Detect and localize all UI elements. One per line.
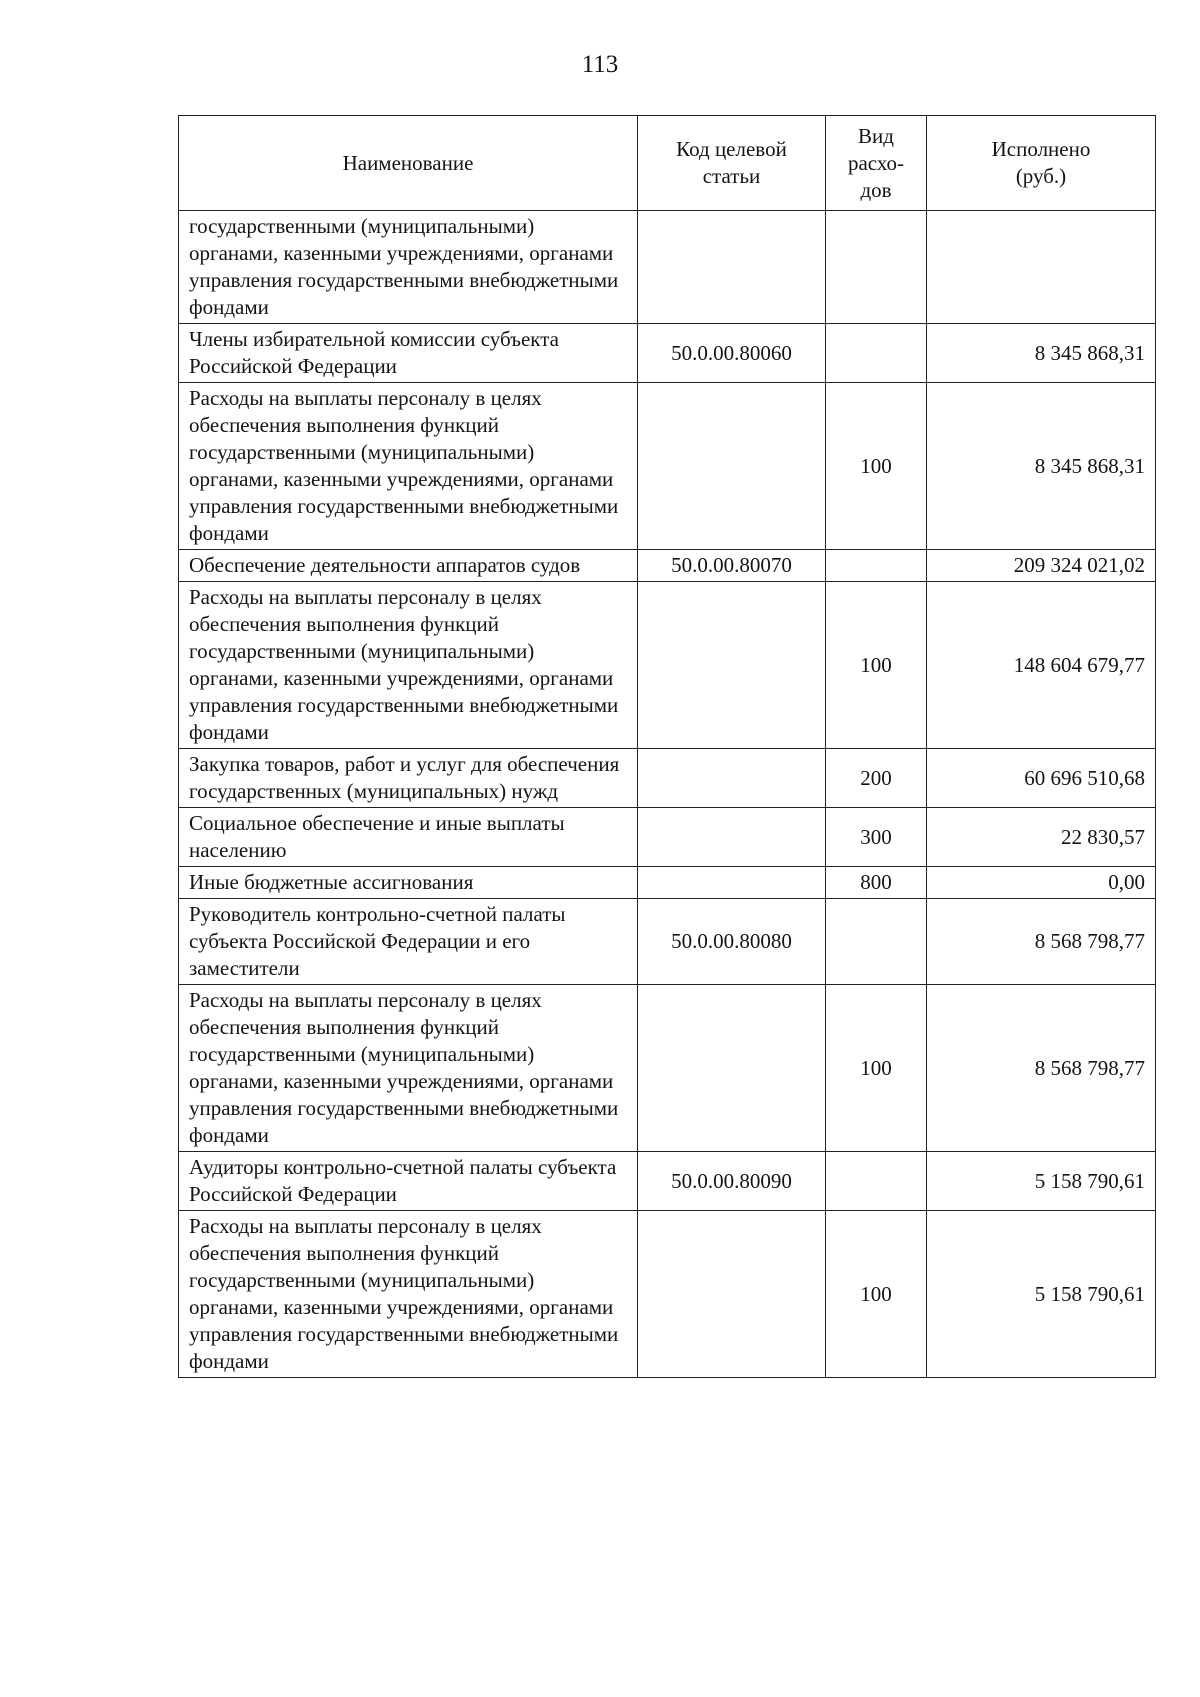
row-code: 50.0.00.80070 <box>638 550 826 582</box>
row-name: Расходы на выплаты персоналу в целях обеспечения выполнения функций государственными (муниципальными) органами, казенными учреждениями, органами управления государственными внебюджетными фондами <box>179 985 638 1152</box>
table-row <box>179 749 1156 808</box>
table-row <box>179 867 1156 899</box>
row-sum: 8 568 798,77 <box>927 899 1156 985</box>
row-code: 50.0.00.80090 <box>638 1152 826 1211</box>
row-sum: 60 696 510,68 <box>927 749 1156 808</box>
header-code: Код целевой статьи <box>638 116 826 211</box>
row-sum: 8 345 868,31 <box>927 324 1156 383</box>
row-type: 800 <box>826 867 927 899</box>
row-sum: 148 604 679,77 <box>927 582 1156 749</box>
row-name: Члены избирательной комиссии субъекта Российской Федерации <box>179 324 638 383</box>
row-name: Иные бюджетные ассигнования <box>179 867 638 899</box>
header-type: Вид расхо- дов <box>826 116 927 211</box>
table-row <box>179 582 1156 749</box>
row-name: Расходы на выплаты персоналу в целях обеспечения выполнения функций государственными (муниципальными) органами, казенными учреждениями, органами управления государственными внебюджетными фондами <box>179 383 638 550</box>
table-row <box>179 985 1156 1152</box>
row-code <box>638 1211 826 1378</box>
row-name: Обеспечение деятельности аппаратов судов <box>179 550 638 582</box>
row-type <box>826 211 927 324</box>
row-type: 100 <box>826 985 927 1152</box>
row-type: 300 <box>826 808 927 867</box>
table-row <box>179 1211 1156 1378</box>
row-name: Расходы на выплаты персоналу в целях обеспечения выполнения функций государственными (муниципальными) органами, казенными учреждениями, органами управления государственными внебюджетными фондами <box>179 1211 638 1378</box>
row-code <box>638 582 826 749</box>
row-type <box>826 550 927 582</box>
expenditure-table <box>178 115 1156 1378</box>
row-code <box>638 808 826 867</box>
row-code <box>638 211 826 324</box>
row-sum: 22 830,57 <box>927 808 1156 867</box>
row-sum: 8 345 868,31 <box>927 383 1156 550</box>
row-type: 100 <box>826 582 927 749</box>
row-name: государственными (муниципальными) органами, казенными учреждениями, органами управления государственными внебюджетными фондами <box>179 211 638 324</box>
row-type <box>826 899 927 985</box>
row-code <box>638 749 826 808</box>
row-code <box>638 867 826 899</box>
row-type: 100 <box>826 383 927 550</box>
header-name: Наименование <box>179 116 638 211</box>
table-row <box>179 808 1156 867</box>
row-code: 50.0.00.80080 <box>638 899 826 985</box>
row-name: Социальное обеспечение и иные выплаты населению <box>179 808 638 867</box>
row-sum: 0,00 <box>927 867 1156 899</box>
table-row <box>179 324 1156 383</box>
row-type: 200 <box>826 749 927 808</box>
row-code <box>638 383 826 550</box>
row-name: Аудиторы контрольно-счетной палаты субъекта Российской Федерации <box>179 1152 638 1211</box>
table-row <box>179 383 1156 550</box>
table-row <box>179 211 1156 324</box>
row-code: 50.0.00.80060 <box>638 324 826 383</box>
row-type: 100 <box>826 1211 927 1378</box>
row-code <box>638 985 826 1152</box>
table-row <box>179 550 1156 582</box>
row-name: Расходы на выплаты персоналу в целях обеспечения выполнения функций государственными (муниципальными) органами, казенными учреждениями, органами управления государственными внебюджетными фондами <box>179 582 638 749</box>
header-sum: Исполнено (руб.) <box>927 116 1156 211</box>
row-name: Руководитель контрольно-счетной палаты субъекта Российской Федерации и его заместители <box>179 899 638 985</box>
row-name: Закупка товаров, работ и услуг для обеспечения государственных (муниципальных) нужд <box>179 749 638 808</box>
table-row <box>179 1152 1156 1211</box>
row-sum: 8 568 798,77 <box>927 985 1156 1152</box>
table-header-row <box>179 116 1156 211</box>
row-sum: 5 158 790,61 <box>927 1211 1156 1378</box>
row-sum <box>927 211 1156 324</box>
row-sum: 5 158 790,61 <box>927 1152 1156 1211</box>
row-type <box>826 1152 927 1211</box>
row-sum: 209 324 021,02 <box>927 550 1156 582</box>
table-row <box>179 899 1156 985</box>
row-type <box>826 324 927 383</box>
page-number: 113 <box>581 51 619 78</box>
